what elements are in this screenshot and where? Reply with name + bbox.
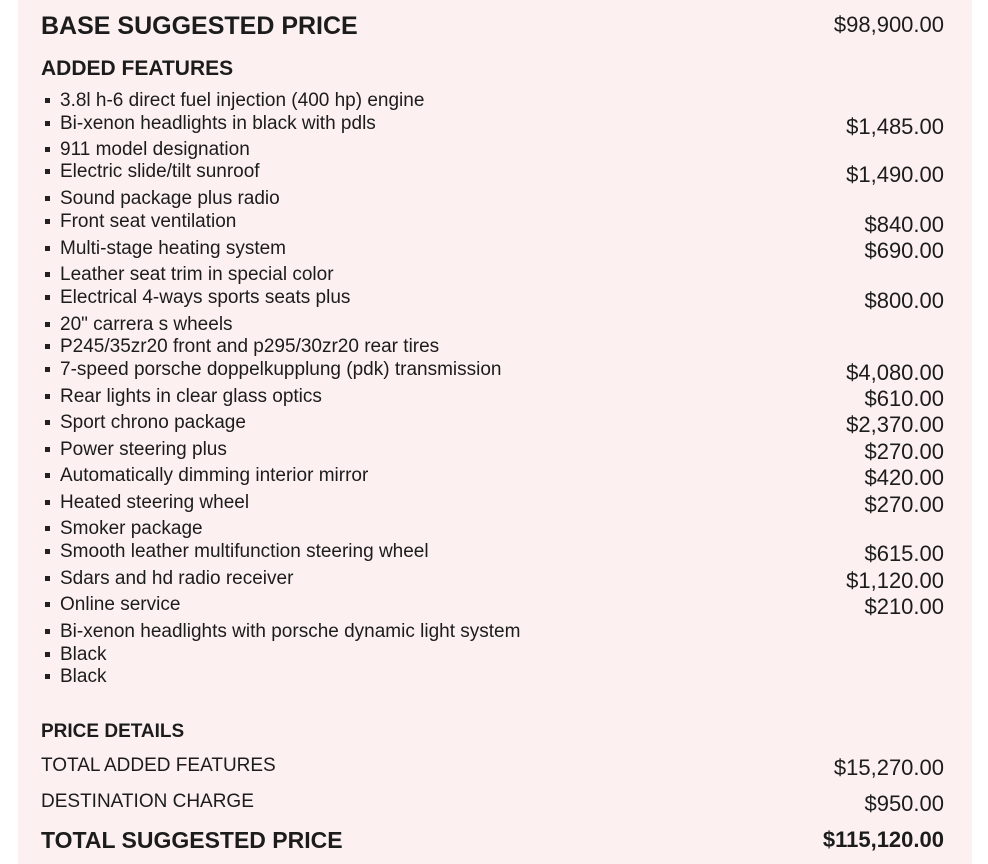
feature-price: $210.00 [864, 594, 944, 619]
bullet-icon [45, 246, 50, 251]
feature-label: Black [60, 666, 107, 687]
base-price-title: BASE SUGGESTED PRICE [41, 12, 358, 40]
bullet-icon [45, 98, 50, 103]
bullet-icon [45, 674, 50, 679]
feature-label: 911 model designation [60, 139, 250, 160]
price-details-heading: PRICE DETAILS [41, 721, 185, 742]
feature-price: $1,490.00 [846, 162, 944, 187]
bullet-icon [45, 295, 50, 300]
feature-label: Sport chrono package [60, 412, 246, 433]
feature-price: $1,485.00 [846, 114, 944, 139]
feature-price: $610.00 [864, 386, 944, 411]
feature-label: Smooth leather multifunction steering wheel [60, 541, 429, 562]
feature-label: 3.8l h-6 direct fuel injection (400 hp) engine [60, 90, 425, 111]
feature-label: Heated steering wheel [60, 492, 250, 513]
feature-price: $2,370.00 [846, 412, 944, 437]
feature-price: $270.00 [864, 492, 944, 517]
bullet-icon [45, 447, 50, 452]
bullet-icon [45, 576, 50, 581]
bullet-icon [45, 629, 50, 634]
feature-label: Electrical 4-ways sports seats plus [60, 287, 351, 308]
bullet-icon [45, 367, 50, 372]
bullet-icon [45, 652, 50, 657]
bullet-icon [45, 526, 50, 531]
feature-label: Leather seat trim in special color [60, 264, 334, 285]
feature-label: 7-speed porsche doppelkupplung (pdk) transmission [60, 359, 502, 380]
feature-price: $690.00 [864, 238, 944, 263]
feature-label: Smoker package [60, 518, 203, 539]
total-added-features-label: TOTAL ADDED FEATURES [41, 755, 276, 776]
bullet-icon [45, 602, 50, 607]
bullet-icon [45, 322, 50, 327]
feature-label: Front seat ventilation [60, 211, 237, 232]
destination-charge-label: DESTINATION CHARGE [41, 791, 254, 812]
destination-charge-value: $950.00 [864, 791, 944, 816]
total-suggested-price-label: TOTAL SUGGESTED PRICE [41, 827, 343, 853]
feature-label: 20" carrera s wheels [60, 314, 233, 335]
feature-label: Rear lights in clear glass optics [60, 386, 322, 407]
feature-label: Bi-xenon headlights with porsche dynamic light system [60, 621, 521, 642]
total-added-features-value: $15,270.00 [833, 755, 944, 780]
bullet-icon [45, 196, 50, 201]
bullet-icon [45, 420, 50, 425]
feature-label: Bi-xenon headlights in black with pdls [60, 113, 376, 134]
bullet-icon [45, 344, 50, 349]
bullet-icon [45, 219, 50, 224]
bullet-icon [45, 147, 50, 152]
bullet-icon [45, 500, 50, 505]
feature-label: Sound package plus radio [60, 188, 280, 209]
feature-price: $840.00 [864, 212, 944, 237]
feature-label: Online service [60, 594, 181, 615]
bullet-icon [45, 272, 50, 277]
feature-label: Black [60, 644, 107, 665]
added-features-heading: ADDED FEATURES [41, 57, 234, 80]
bullet-icon [45, 169, 50, 174]
feature-price: $270.00 [864, 439, 944, 464]
feature-label: Sdars and hd radio receiver [60, 568, 294, 589]
feature-label: Electric slide/tilt sunroof [60, 161, 260, 182]
feature-label: Automatically dimming interior mirror [60, 465, 369, 486]
feature-price: $4,080.00 [846, 360, 944, 385]
bullet-icon [45, 394, 50, 399]
feature-label: P245/35zr20 front and p295/30zr20 rear tires [60, 336, 440, 357]
base-price-value: $98,900.00 [833, 12, 944, 37]
bullet-icon [45, 549, 50, 554]
feature-price: $800.00 [864, 288, 944, 313]
bullet-icon [45, 473, 50, 478]
total-suggested-price-value: $115,120.00 [822, 827, 944, 852]
feature-price: $615.00 [864, 541, 944, 566]
feature-label: Power steering plus [60, 439, 227, 460]
feature-label: Multi-stage heating system [60, 238, 286, 259]
feature-price: $420.00 [864, 465, 944, 490]
feature-price: $1,120.00 [846, 568, 944, 593]
bullet-icon [45, 121, 50, 126]
